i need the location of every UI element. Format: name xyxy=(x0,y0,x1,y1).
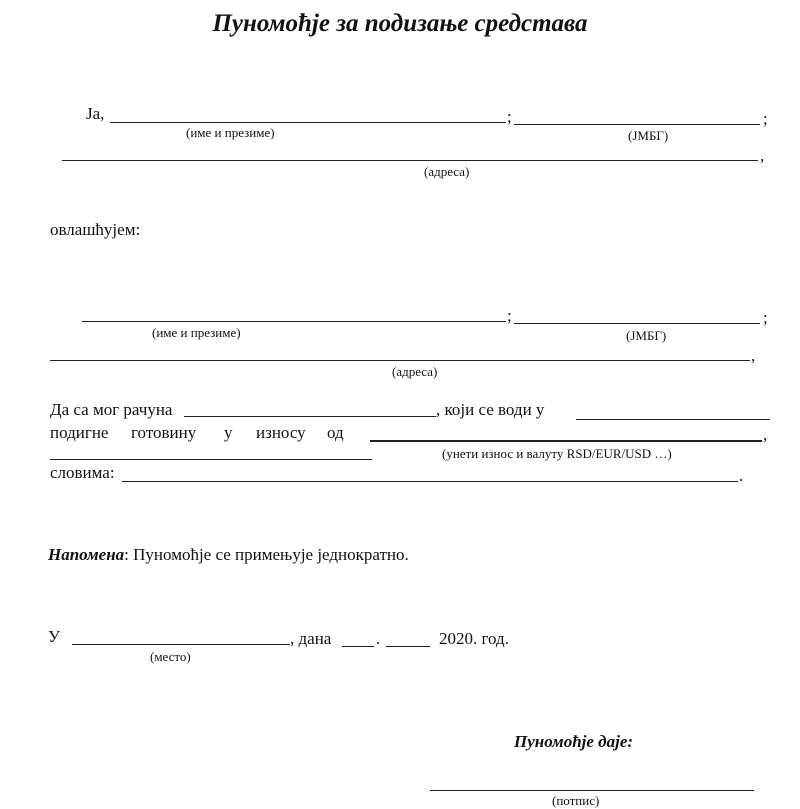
signature-caption: (потпис) xyxy=(552,793,600,808)
grantee-address-line[interactable] xyxy=(50,360,750,361)
withdraw-word-5: од xyxy=(327,423,344,442)
place-caption: (место) xyxy=(150,649,191,664)
note-label: Напомена xyxy=(48,545,125,564)
words-period: . xyxy=(739,466,744,485)
grantee-jmbg-line[interactable] xyxy=(514,323,760,324)
withdraw-word-1: подигне xyxy=(50,423,109,442)
grantor-semicolon: ; xyxy=(507,107,512,126)
grantor-address-caption: (адреса) xyxy=(424,164,470,179)
grantor-name-caption: (име и презиме) xyxy=(186,125,275,140)
grantee-name-line[interactable] xyxy=(82,321,506,322)
grantee-jmbg-caption: (ЈМБГ) xyxy=(626,328,667,343)
words-line[interactable] xyxy=(122,481,738,482)
month-line[interactable] xyxy=(386,646,430,647)
signature-label: Пуномоћје даје: xyxy=(514,732,634,751)
account-number-line[interactable] xyxy=(184,416,436,417)
amount-continuation-line[interactable] xyxy=(50,459,372,460)
grantee-address-caption: (адреса) xyxy=(392,364,438,379)
grantor-jmbg-line[interactable] xyxy=(514,124,760,125)
amount-comma: , xyxy=(763,425,768,444)
withdraw-word-2: готовину xyxy=(131,423,197,442)
grantor-prefix: Ја, xyxy=(86,104,105,123)
date-label: , дана xyxy=(290,629,332,648)
account-bank-line[interactable] xyxy=(576,419,770,420)
grantee-semicolon-end: ; xyxy=(763,308,768,327)
date-dot: . xyxy=(376,629,381,648)
grantee-name-caption: (име и презиме) xyxy=(152,325,241,340)
withdraw-word-3: у xyxy=(224,423,233,442)
year-text: 2020. год. xyxy=(439,629,509,648)
amount-line[interactable] xyxy=(370,440,762,442)
note-text: : Пуномоћје се примењује једнократно. xyxy=(124,545,409,564)
place-line[interactable] xyxy=(72,644,290,645)
note xyxy=(48,545,409,565)
grantor-name-line[interactable] xyxy=(110,122,506,123)
day-line[interactable] xyxy=(342,646,374,647)
account-label: Да са мог рачуна xyxy=(50,400,173,419)
grantor-address-comma: , xyxy=(760,146,765,165)
account-bank-label: , који се води у xyxy=(436,400,545,419)
grantor-semicolon-end: ; xyxy=(763,109,768,128)
withdraw-word-4: износу xyxy=(256,423,306,442)
words-label: словима: xyxy=(50,463,115,482)
amount-caption: (унети износ и валуту RSD/EUR/USD …) xyxy=(442,446,672,461)
place-prefix: У xyxy=(48,627,61,646)
grantee-address-comma: , xyxy=(751,346,756,365)
grantor-address-line[interactable] xyxy=(62,160,758,161)
authorize-label: овлашћујем: xyxy=(50,220,141,239)
page-title: Пуномоћје за подизање средстава xyxy=(212,10,588,37)
grantee-semicolon: ; xyxy=(507,306,512,325)
signature-line[interactable] xyxy=(430,790,754,791)
grantor-jmbg-caption: (ЈМБГ) xyxy=(628,128,669,143)
